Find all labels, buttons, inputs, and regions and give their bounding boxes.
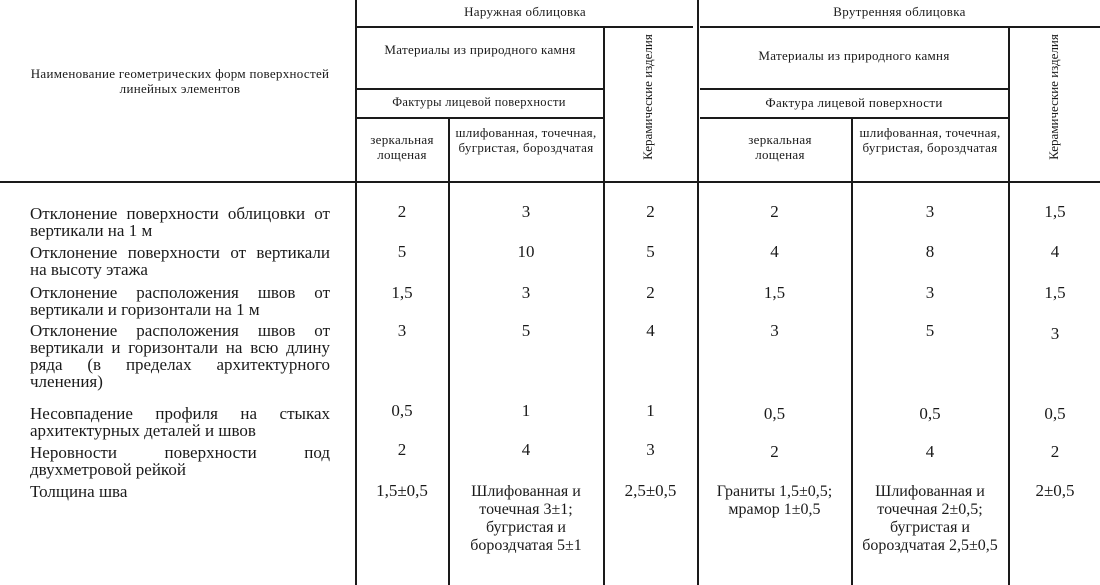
header-inner-stone: Материалы из природного камня [758,48,950,63]
header-inner-ceramic: Керамические изделия [1046,34,1061,160]
col-rule-2 [448,117,450,585]
outer-texture-rule [355,117,603,119]
table-cell: 8 [925,242,935,261]
col-rule-3 [603,26,605,585]
inner-stone-rule [700,88,1008,90]
table-cell: 2 [646,202,655,221]
table-cell: 2±0,5 [1035,481,1075,500]
table-cell: 2 [770,442,779,461]
table-cell: 2 [646,283,655,302]
table-cell: 1,5±0,5 [376,481,428,500]
row-label: Отклонение расположения швов от вертикали и горизонтали на 1 м [30,283,330,319]
table-cell: 2 [397,440,407,459]
table-cell: 0,5 [919,404,941,423]
table-cell: 5 [397,242,407,261]
table-cell: 3 [397,321,407,340]
header-inner-group: Врутренняя облицовка [833,4,966,19]
table-cell: 3 [770,321,779,340]
table-cell: 2 [1050,442,1060,461]
header-outer-stone: Материалы из природного камня [384,42,576,57]
col-rule-6 [1008,26,1010,585]
row-label: Отклонение поверхности от вертикали на высоту этажа [30,243,330,279]
table-cell: 3 [521,202,531,221]
table-cell: 2,5±0,5 [624,481,677,500]
header-inner-mirror: зеркальная лощеная [748,132,812,162]
table-cell: 3 [925,283,935,302]
table-cell: 1 [646,401,655,420]
table-cell: 3 [1050,324,1060,343]
row-label: Отклонение поверхности облицовки от вертикали на 1 м [30,204,330,240]
table-cell: 1,5 [391,283,413,302]
table-cell: Шлифованная и точечная 2±0,5; бугристая и бороздчатая 2,5±0,5 [862,483,998,554]
header-outer-ceramic: Керамические изделия [640,34,655,160]
table-cell: 4 [646,321,655,340]
table-cell: 2 [770,202,779,221]
header-inner-ground: шлифованная, точечная, бугристая, бороздчатая [859,125,1001,155]
row-label: Толщина шва [30,482,128,501]
header-outer-ground: шлифованная, точечная, бугристая, бороздчатая [455,125,597,155]
header-outer-texture: Фактуры лицевой поверхности [392,95,566,109]
header-name-column: Наименование геометрических форм поверхностей линейных элементов [30,66,330,96]
table-cell: 4 [770,242,779,261]
table-cell: 10 [517,242,535,261]
table-cell: 4 [521,440,531,459]
table-cell: 1,5 [1044,202,1066,221]
table-cell: 3 [521,283,531,302]
table-cell: 5 [925,321,935,340]
col-rule-5 [851,117,853,585]
table-cell: Шлифованная и точечная 3±1; бугристая и бороздчатая 5±1 [470,483,582,554]
outer-stone-rule [355,88,603,90]
table-cell: 0,5 [1044,404,1066,423]
row-label: Неровности поверхности под двухметровой рейкой [30,443,330,479]
table-cell: 1,5 [1044,283,1066,302]
table-cell: 4 [925,442,935,461]
table-cell: 1 [521,401,531,420]
row-label: Отклонение расположения швов от вертикали и горизонтали на всю длину ряда (в пределах архитектурного членения) [30,321,330,391]
row-label: Несовпадение профиля на стыках архитектурных деталей и швов [30,404,330,440]
inner-texture-rule [700,117,1008,119]
header-outer-group: Наружная облицовка [464,4,586,19]
table-cell: 1,5 [763,283,786,302]
inner-group-rule [700,26,1100,28]
table-cell: 2 [397,202,407,221]
header-outer-mirror: зеркальная лощеная [370,132,434,162]
table-cell: 0,5 [763,404,786,423]
table-cell: 4 [1050,242,1060,261]
table-cell: 3 [646,440,655,459]
table-cell: 5 [521,321,531,340]
header-inner-texture: Фактура лицевой поверхности [765,95,943,110]
table-cell: 5 [646,242,655,261]
table-cell: 0,5 [391,401,413,420]
table-cell: 3 [925,202,935,221]
header-bottom-rule [0,181,1100,183]
table-cell: Граниты 1,5±0,5; мрамор 1±0,5 [716,483,833,518]
